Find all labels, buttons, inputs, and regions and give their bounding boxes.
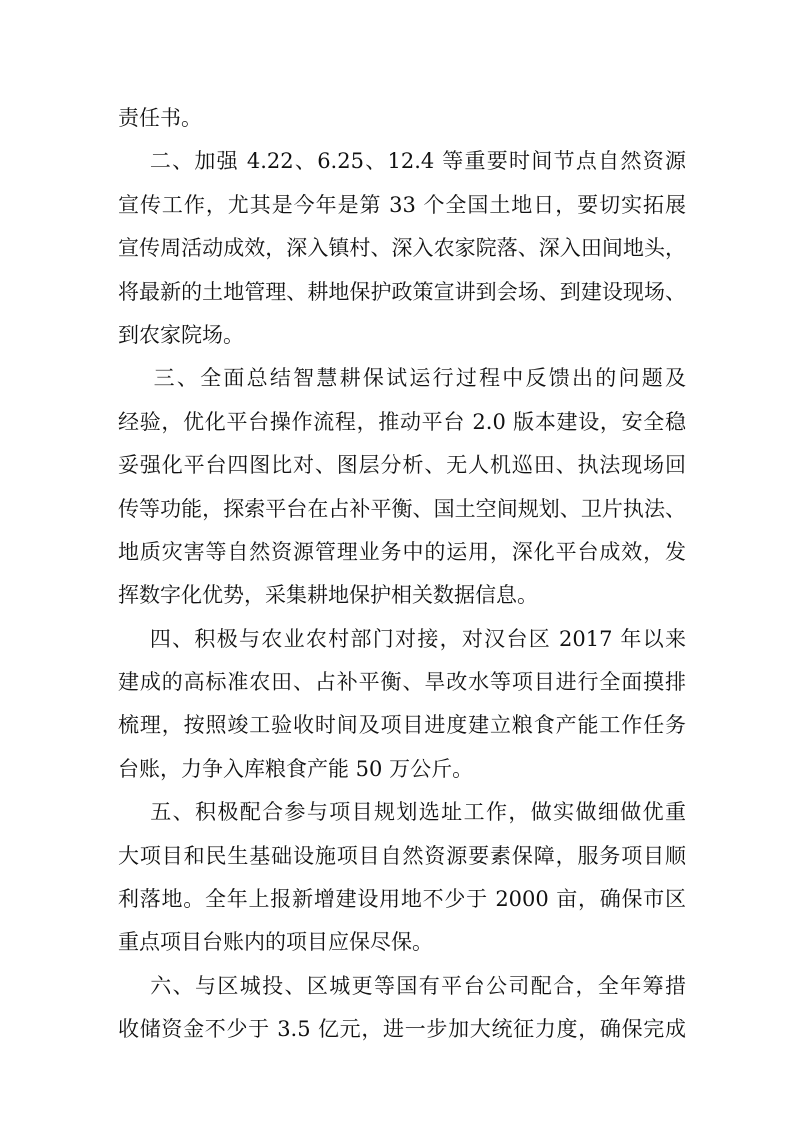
text-line: 梳理，按照竣工验收时间及项目进度建立粮食产能工作任务 (118, 713, 686, 738)
text-line: 五、积极配合参与项目规划选址工作，做实做细做优重 (118, 800, 686, 825)
text-line: 地质灾害等自然资源管理业务中的运用，深化平台成效，发 (118, 539, 686, 564)
text-line: 将最新的土地管理、耕地保护政策宣讲到会场、到建设现场、 (118, 279, 686, 304)
text-line: 大项目和民生基础设施项目自然资源要素保障，服务项目顺 (118, 843, 686, 868)
text-line: 传等功能，探索平台在占补平衡、国土空间规划、卫片执法、 (118, 496, 686, 521)
text-line: 四、积极与农业农村部门对接，对汉台区 2017 年以来 (118, 626, 686, 651)
document-body (118, 97, 686, 1052)
text-line: 宣传工作，尤其是今年是第 33 个全国土地日，要切实拓展 (118, 192, 686, 217)
text-line: 经验，优化平台操作流程，推动平台 2.0 版本建设，安全稳 (118, 409, 686, 434)
text-line: 责任书。 (118, 106, 202, 130)
text-line: 利落地。全年上报新增建设用地不少于 2000 亩，确保市区 (118, 887, 686, 912)
text-line: 台账，力争入库粮食产能 50 万公斤。 (118, 756, 474, 781)
text-line: 到农家院场。 (118, 322, 244, 347)
text-line: 建成的高标准农田、占补平衡、旱改水等项目进行全面摸排 (118, 670, 686, 695)
text-line: 三、全面总结智慧耕保试运行过程中反馈出的问题及 (118, 366, 686, 391)
text-line: 收储资金不少于 3.5 亿元，进一步加大统征力度，确保完成 (118, 1017, 686, 1042)
text-line: 宣传周活动成效，深入镇村、深入农家院落、深入田间地头， (118, 236, 686, 261)
text-line: 挥数字化优势，采集耕地保护相关数据信息。 (118, 583, 538, 608)
text-line: 妥强化平台四图比对、图层分析、无人机巡田、执法现场回 (118, 453, 686, 478)
text-line: 二、加强 4.22、6.25、12.4 等重要时间节点自然资源 (118, 149, 686, 174)
text-line: 重点项目台账内的项目应保尽保。 (118, 930, 433, 955)
text-line: 六、与区城投、区城更等国有平台公司配合，全年筹措 (118, 973, 686, 998)
